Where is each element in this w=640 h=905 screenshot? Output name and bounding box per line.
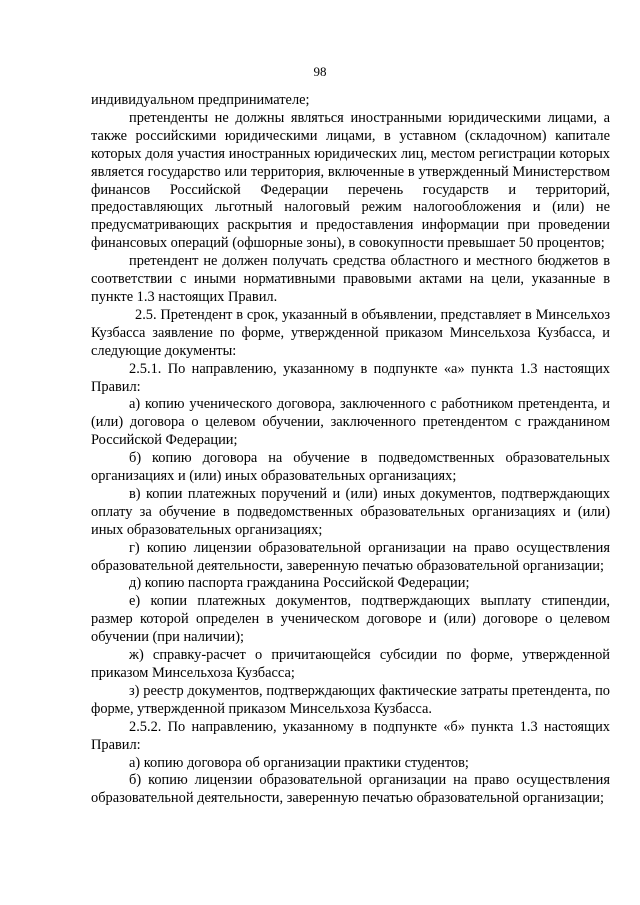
list-item-2-5-1-d: д) копию паспорта гражданина Российской Федерации; [129, 575, 470, 592]
document-body [91, 92, 610, 808]
paragraph-foreign-entities-requirement: претенденты не должны являться иностранными юридическими лицами, а также российскими юридическими лицами, в уставном (складочном) капитале которых доля участия иностранных юридических лиц, местом регистрации которых является государство или территория, включенные в утвержденный Министерством финансов Российской Федерации перечень государств и территорий, предоставляющих льготный налоговый режим налогообложения и (или) не предусматривающих раскрытия и предоставления информации при проведении финансовых операций (офшорные зоны), в совокупности превышает 50 процентов; [91, 109, 610, 252]
list-item-2-5-1-g: г) копию лицензии образовательной организации на право осуществления образовательной деятельности, заверенную печатью образовательной организации; [91, 539, 610, 574]
list-item-2-5-1-v: в) копии платежных поручений и (или) иных документов, подтверждающих оплату за обучение в подведомственных образовательных организациях и (или) иных образовательных организациях; [91, 485, 610, 538]
list-item-2-5-2-b: б) копию лицензии образовательной организации на право осуществления образовательной деятельности, заверенную печатью образовательной организации; [91, 772, 610, 807]
list-item-2-5-1-z: з) реестр документов, подтверждающих фактические затраты претендента, по форме, утвержденной приказом Минсельхоза Кузбасса. [91, 682, 610, 717]
page-number: 98 [313, 64, 327, 79]
list-item-2-5-1-zh: ж) справку-расчет о причитающейся субсидии по форме, утвержденной приказом Минсельхоза Кузбасса; [91, 647, 610, 681]
paragraph-2-5: 2.5. Претендент в срок, указанный в объявлении, представляет в Минсельхоз Кузбасса заявление по форме, утвержденной приказом Минсельхоза Кузбасса, и следующие документы: [91, 306, 610, 359]
list-item-2-5-1-a: а) копию ученического договора, заключенного с работником претендента, и (или) договора о целевом обучении, заключенного претендентом с гражданином Российской Федерации; [91, 396, 610, 449]
list-item-2-5-1-b: б) копию договора на обучение в подведомственных образовательных организациях и (или) иных образовательных организациях; [91, 450, 610, 485]
paragraph-continuation: индивидуальном предпринимателе; [91, 92, 310, 108]
list-item-2-5-2-a: а) копию договора об организации практики студентов; [129, 754, 469, 771]
paragraph-2-5-2: 2.5.2. По направлению, указанному в подпункте «б» пункта 1.3 настоящих Правил: [91, 718, 610, 753]
paragraph-2-5-1: 2.5.1. По направлению, указанному в подпункте «а» пункта 1.3 настоящих Правил: [91, 360, 610, 395]
paragraph-budget-funds-requirement: претендент не должен получать средства областного и местного бюджетов в соответствии с иными нормативными правовыми актами на цели, указанные в пункте 1.3 настоящих Правил. [91, 253, 610, 305]
list-item-2-5-1-e: е) копии платежных документов, подтверждающих выплату стипендии, размер которой определен в ученическом договоре и (или) договоре о целевом обучении (при наличии); [91, 593, 610, 646]
